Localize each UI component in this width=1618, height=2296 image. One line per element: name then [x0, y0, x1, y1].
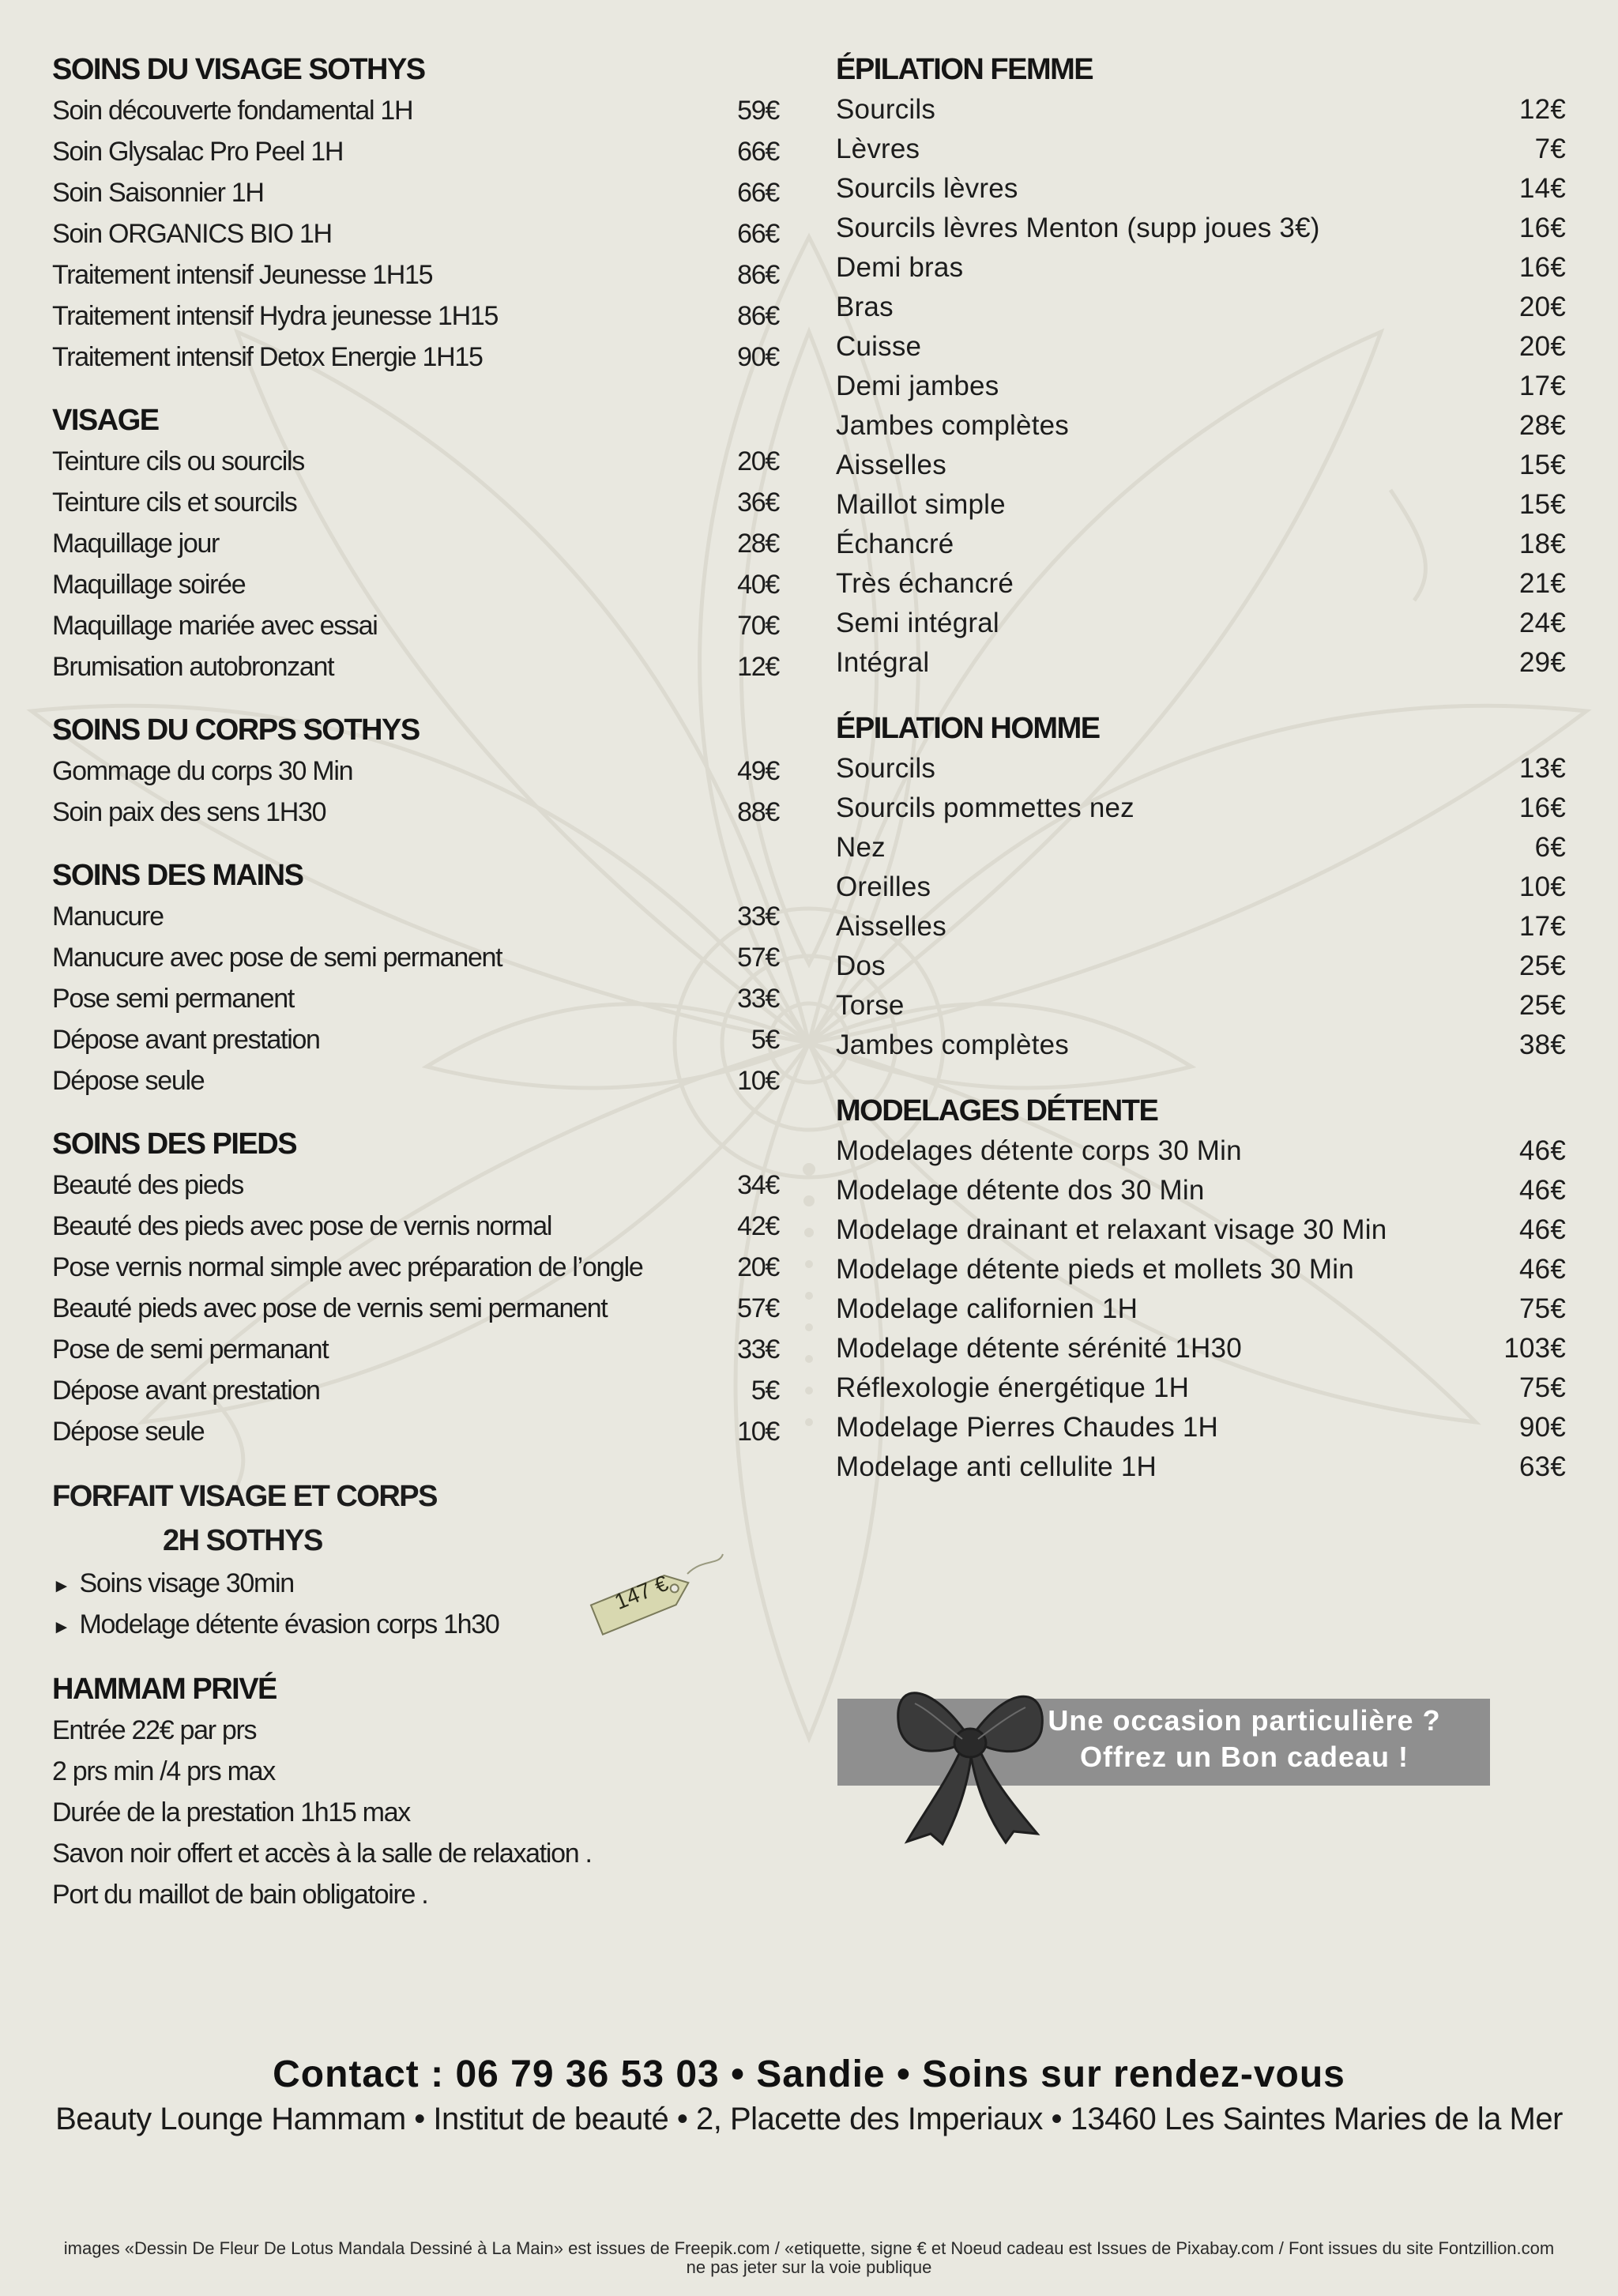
item-price: 24€	[1519, 608, 1566, 638]
contact-line: Contact : 06 79 36 53 03 • Sandie • Soins sur rendez-vous	[273, 2053, 1345, 2095]
section-title: HAMMAM PRIVÉ	[52, 1673, 277, 1706]
price-item	[836, 986, 1566, 1026]
item-price: 46€	[1519, 1254, 1566, 1285]
price-item	[52, 1370, 779, 1411]
item-name: Soin découverte fondamental 1H	[52, 95, 413, 126]
price-item	[52, 792, 779, 833]
section-modelages	[836, 1090, 1566, 1487]
item-name: Beauté pieds avec pose de vernis semi permanent	[52, 1293, 608, 1323]
price-item	[836, 288, 1566, 327]
forfait-bullet-text: Soins visage 30min	[79, 1568, 294, 1598]
price-item	[836, 406, 1566, 446]
item-price: 16€	[1519, 252, 1566, 283]
address-line: Beauty Lounge Hammam • Institut de beauté • 2, Placette des Imperiaux • 13460 Les Saintes Maries de la Mer	[55, 2102, 1563, 2136]
item-name: Demi jambes	[836, 371, 999, 401]
item-price: 70€	[737, 610, 779, 641]
item-name: Soin Saisonnier 1H	[52, 177, 264, 208]
item-price: 36€	[737, 487, 779, 518]
item-price: 86€	[737, 259, 779, 290]
item-price: 103€	[1503, 1333, 1566, 1364]
item-price: 46€	[1519, 1175, 1566, 1206]
item-name: Dépose avant prestation	[52, 1024, 320, 1055]
price-item	[836, 643, 1566, 683]
item-price: 25€	[1519, 990, 1566, 1021]
price-item	[836, 1171, 1566, 1210]
item-price: 10€	[737, 1416, 779, 1447]
item-name: Réflexologie énergétique 1H	[836, 1372, 1190, 1403]
item-name: Pose de semi permanant	[52, 1334, 329, 1364]
item-name: Bras	[836, 292, 894, 322]
item-name: Jambes complètes	[836, 1029, 1069, 1060]
price-item	[836, 248, 1566, 288]
price-item	[836, 1368, 1566, 1408]
gift-card-text	[988, 1703, 1501, 1775]
item-name: Soin paix des sens 1H30	[52, 796, 326, 827]
section-soins-visage-sothys	[52, 49, 779, 378]
credits	[0, 2239, 1618, 2277]
price-item	[836, 828, 1566, 868]
hammam-line: Savon noir offert et accès à la salle de relaxation .	[52, 1839, 592, 1869]
item-price: 20€	[737, 446, 779, 476]
item-price: 46€	[1519, 1214, 1566, 1245]
price-item	[836, 564, 1566, 604]
item-price: 66€	[737, 177, 779, 208]
item-price: 33€	[737, 901, 779, 932]
price-item	[52, 90, 779, 131]
price-item	[52, 337, 779, 378]
price-item	[52, 1060, 779, 1101]
credits-line2: ne pas jeter sur la voie publique	[686, 2257, 932, 2277]
item-price: 29€	[1519, 647, 1566, 678]
section-title: SOINS DES PIEDS	[52, 1127, 297, 1161]
item-name: Modelage drainant et relaxant visage 30 Min	[836, 1214, 1387, 1245]
item-price: 20€	[1519, 292, 1566, 322]
item-name: Modelages détente corps 30 Min	[836, 1135, 1242, 1166]
item-name: Oreilles	[836, 871, 931, 902]
item-name: Modelage Pierres Chaudes 1H	[836, 1412, 1219, 1443]
item-name: Demi bras	[836, 252, 964, 283]
gift-line2: Offrez un Bon cadeau !	[1079, 1741, 1409, 1773]
price-item	[836, 1329, 1566, 1368]
forfait-title-line1: FORFAIT VISAGE ET CORPS	[52, 1480, 437, 1513]
price-item	[836, 1210, 1566, 1250]
price-item	[52, 1247, 779, 1288]
item-name: Modelage anti cellulite 1H	[836, 1451, 1157, 1482]
item-name: Modelage détente sérénité 1H30	[836, 1333, 1242, 1364]
hammam-line: Durée de la prestation 1h15 max	[52, 1797, 410, 1827]
item-name: Sourcils pommettes nez	[836, 792, 1134, 823]
item-price: 28€	[1519, 410, 1566, 441]
item-price: 46€	[1519, 1135, 1566, 1166]
section-title: SOINS DES MAINS	[52, 859, 303, 892]
item-list	[52, 896, 779, 1101]
hammam-line: 2 prs min /4 prs max	[52, 1756, 275, 1786]
hammam-line: Entrée 22€ par prs	[52, 1715, 257, 1745]
price-item	[836, 1289, 1566, 1329]
price-item	[52, 172, 779, 213]
item-price: 12€	[1519, 94, 1566, 125]
section-soins-pieds	[52, 1124, 779, 1452]
price-item	[836, 1131, 1566, 1171]
price-item	[836, 868, 1566, 907]
item-name: Dépose seule	[52, 1416, 205, 1447]
item-price: 15€	[1519, 450, 1566, 480]
price-item	[836, 169, 1566, 209]
item-name: Soin ORGANICS BIO 1H	[52, 218, 332, 249]
item-list	[52, 751, 779, 833]
price-item	[52, 896, 779, 937]
item-name: Cuisse	[836, 331, 922, 362]
item-name: Semi intégral	[836, 608, 999, 638]
item-price: 15€	[1519, 489, 1566, 520]
forfait-title-line2: 2H SOTHYS	[163, 1524, 322, 1557]
section-epilation-femme	[836, 49, 1566, 683]
item-price: 34€	[737, 1169, 779, 1200]
section-soins-mains	[52, 855, 779, 1101]
right-column	[836, 49, 1566, 1487]
item-name: Nez	[836, 832, 886, 863]
item-price: 13€	[1519, 753, 1566, 784]
price-item	[52, 564, 779, 605]
price-item	[836, 1447, 1566, 1487]
bullet-triangle-icon: ►	[52, 1617, 70, 1638]
item-name: Manucure	[52, 901, 164, 932]
item-price: 17€	[1519, 371, 1566, 401]
item-name: Lèvres	[836, 134, 920, 164]
item-price: 10€	[737, 1065, 779, 1096]
section-hammam	[52, 1669, 779, 1915]
credits-line1: images «Dessin De Fleur De Lotus Mandala Dessiné à La Main» est issues de Freepik.com / «etiquette, signe € et Noeud cadeau est Issues de Pixabay.com / Font issues du site Fontzillion.com	[63, 2238, 1555, 2258]
section-title: MODELAGES DÉTENTE	[836, 1094, 1158, 1127]
item-name: Très échancré	[836, 568, 1014, 599]
section-visage	[52, 400, 779, 687]
item-price: 20€	[1519, 331, 1566, 362]
section-title: ÉPILATION HOMME	[836, 712, 1100, 745]
price-item	[836, 525, 1566, 564]
price-item	[836, 789, 1566, 828]
price-item	[52, 1411, 779, 1452]
item-list	[52, 1165, 779, 1452]
price-item	[836, 209, 1566, 248]
item-price: 33€	[737, 1334, 779, 1364]
item-name: Traitement intensif Jeunesse 1H15	[52, 259, 433, 290]
item-price: 6€	[1534, 832, 1566, 863]
item-price: 86€	[737, 300, 779, 331]
gift-line1: Une occasion particulière ?	[1048, 1704, 1441, 1737]
item-price: 5€	[751, 1375, 779, 1406]
item-price: 25€	[1519, 950, 1566, 981]
price-item	[52, 1019, 779, 1060]
item-name: Brumisation autobronzant	[52, 651, 334, 682]
forfait-bullet-text: Modelage détente évasion corps 1h30	[79, 1609, 499, 1639]
price-item	[52, 1329, 779, 1370]
price-item	[52, 937, 779, 978]
item-price: 57€	[737, 942, 779, 973]
item-list	[52, 90, 779, 378]
item-name: Beauté des pieds avec pose de vernis normal	[52, 1210, 552, 1241]
item-name: Maquillage mariée avec essai	[52, 610, 378, 641]
item-name: Dépose seule	[52, 1065, 205, 1096]
item-price: 90€	[737, 341, 779, 372]
section-title: SOINS DU CORPS SOTHYS	[52, 713, 420, 747]
item-price: 63€	[1519, 1451, 1566, 1482]
price-item	[52, 978, 779, 1019]
price-item	[836, 1408, 1566, 1447]
item-name: Modelage détente dos 30 Min	[836, 1175, 1205, 1206]
item-name: Maillot simple	[836, 489, 1006, 520]
price-item	[52, 213, 779, 254]
item-name: Traitement intensif Detox Energie 1H15	[52, 341, 483, 372]
item-price: 14€	[1519, 173, 1566, 204]
item-name: Dépose avant prestation	[52, 1375, 320, 1406]
item-name: Maquillage soirée	[52, 569, 246, 600]
price-item	[836, 907, 1566, 947]
price-item	[836, 446, 1566, 485]
item-name: Aisselles	[836, 450, 946, 480]
bullet-triangle-icon: ►	[52, 1575, 70, 1597]
item-name: Pose vernis normal simple avec préparation de l’ongle	[52, 1252, 643, 1282]
item-price: 66€	[737, 218, 779, 249]
price-item	[52, 646, 779, 687]
item-name: Jambes complètes	[836, 410, 1069, 441]
price-item	[836, 749, 1566, 789]
price-item	[52, 482, 779, 523]
item-name: Intégral	[836, 647, 930, 678]
price-item	[52, 295, 779, 337]
price-tag-label: 147 €	[611, 1571, 672, 1615]
item-name: Aisselles	[836, 911, 946, 942]
item-price: 90€	[1519, 1412, 1566, 1443]
item-price: 59€	[737, 95, 779, 126]
price-item	[52, 1165, 779, 1206]
price-item	[836, 604, 1566, 643]
item-list	[836, 749, 1566, 1065]
section-title: ÉPILATION FEMME	[836, 53, 1093, 86]
price-item	[836, 485, 1566, 525]
item-name: Beauté des pieds	[52, 1169, 243, 1200]
item-name: Sourcils lèvres	[836, 173, 1018, 204]
hammam-lines	[52, 1710, 779, 1915]
item-name: Échancré	[836, 529, 954, 559]
section-title: SOINS DU VISAGE SOTHYS	[52, 53, 425, 86]
section-soins-corps-sothys	[52, 710, 779, 833]
price-item	[836, 1026, 1566, 1065]
price-item	[52, 1288, 779, 1329]
price-item	[836, 130, 1566, 169]
item-price: 38€	[1519, 1029, 1566, 1060]
item-name: Soin Glysalac Pro Peel 1H	[52, 136, 344, 167]
item-price: 20€	[737, 1252, 779, 1282]
item-name: Modelage californien 1H	[836, 1293, 1138, 1324]
price-item	[836, 90, 1566, 130]
item-price: 75€	[1519, 1372, 1566, 1403]
item-price: 18€	[1519, 529, 1566, 559]
item-price: 10€	[1519, 871, 1566, 902]
item-price: 28€	[737, 528, 779, 559]
item-list	[836, 1131, 1566, 1487]
item-name: Teinture cils ou sourcils	[52, 446, 304, 476]
price-item	[52, 441, 779, 482]
price-item	[836, 367, 1566, 406]
price-item	[52, 131, 779, 172]
item-price: 66€	[737, 136, 779, 167]
item-name: Sourcils lèvres Menton (supp joues 3€)	[836, 213, 1320, 243]
item-price: 16€	[1519, 213, 1566, 243]
price-item	[52, 1206, 779, 1247]
price-item	[52, 605, 779, 646]
item-name: Dos	[836, 950, 886, 981]
item-price: 7€	[1534, 134, 1566, 164]
item-name: Gommage du corps 30 Min	[52, 755, 353, 786]
item-price: 17€	[1519, 911, 1566, 942]
item-name: Torse	[836, 990, 905, 1021]
price-item	[52, 254, 779, 295]
item-name: Pose semi permanent	[52, 983, 295, 1014]
hammam-line: Port du maillot de bain obligatoire .	[52, 1880, 428, 1910]
price-item	[836, 327, 1566, 367]
item-name: Maquillage jour	[52, 528, 220, 559]
item-price: 57€	[737, 1293, 779, 1323]
item-price: 5€	[751, 1024, 779, 1055]
item-price: 49€	[737, 755, 779, 786]
item-name: Sourcils	[836, 94, 936, 125]
item-price: 12€	[737, 651, 779, 682]
item-name: Modelage détente pieds et mollets 30 Min	[836, 1254, 1354, 1285]
item-name: Teinture cils et sourcils	[52, 487, 297, 518]
section-epilation-homme	[836, 708, 1566, 1065]
price-item	[52, 751, 779, 792]
item-price: 33€	[737, 983, 779, 1014]
item-price: 40€	[737, 569, 779, 600]
price-item	[836, 1250, 1566, 1289]
item-price: 42€	[737, 1210, 779, 1241]
item-name: Sourcils	[836, 753, 936, 784]
section-title: VISAGE	[52, 404, 159, 437]
item-name: Manucure avec pose de semi permanent	[52, 942, 502, 973]
price-item	[52, 523, 779, 564]
item-price: 88€	[737, 796, 779, 827]
item-list	[836, 90, 1566, 683]
item-price: 16€	[1519, 792, 1566, 823]
item-list	[52, 441, 779, 687]
price-item	[836, 947, 1566, 986]
item-name: Traitement intensif Hydra jeunesse 1H15	[52, 300, 499, 331]
item-price: 21€	[1519, 568, 1566, 599]
item-price: 75€	[1519, 1293, 1566, 1324]
